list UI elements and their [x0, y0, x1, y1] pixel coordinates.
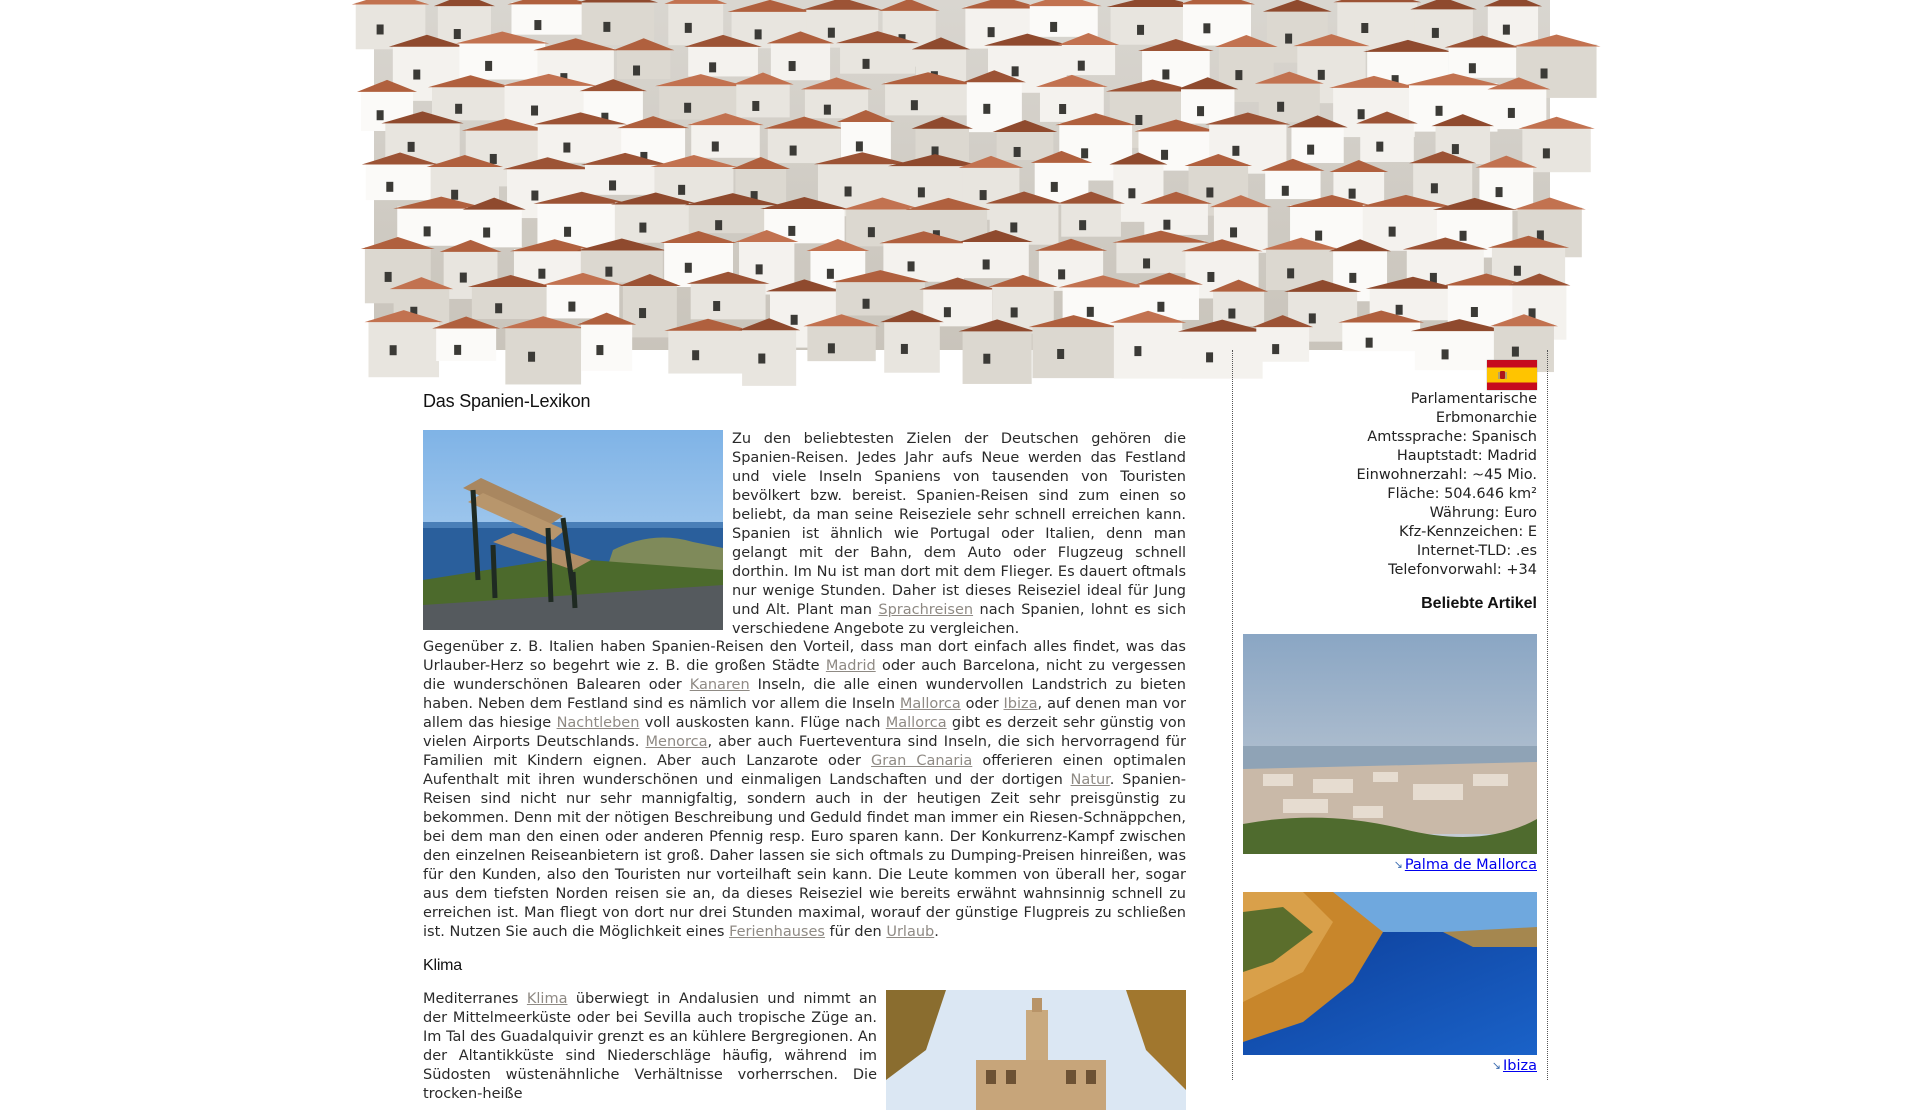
window: [983, 104, 990, 114]
window: [1058, 269, 1065, 279]
window: [790, 146, 797, 156]
window: [1050, 22, 1057, 32]
article-link-label[interactable]: Palma de Mallorca: [1404, 857, 1537, 873]
window: [451, 190, 458, 200]
main-content: [423, 350, 1187, 1102]
window: [980, 190, 987, 200]
house-wall: [582, 1, 654, 46]
house-wall: [1488, 4, 1538, 45]
fact-line: Hauptstadt: Madrid: [1396, 448, 1537, 464]
window: [408, 142, 415, 152]
window: [454, 29, 461, 39]
window: [377, 24, 384, 34]
window: [1508, 108, 1515, 118]
window: [918, 187, 925, 197]
roof-tile: [1410, 0, 1477, 9]
window: [1014, 147, 1021, 157]
header-photo-white-village: [374, 0, 1550, 350]
window: [563, 143, 570, 153]
window: [1285, 34, 1292, 44]
house-wall: [459, 42, 545, 80]
arrow-down-right-icon: ↘: [1491, 1059, 1501, 1072]
arrow-down-right-icon: ↘: [1393, 858, 1403, 871]
roof-tile: [728, 0, 813, 12]
roof-tile: [1179, 0, 1255, 4]
window: [1228, 309, 1235, 319]
window: [1318, 70, 1325, 80]
house-wall: [547, 283, 620, 318]
window: [1078, 61, 1085, 71]
page-title: Das Spanien-Lexikon: [423, 391, 591, 411]
window: [1436, 106, 1443, 116]
window: [1282, 186, 1289, 196]
window: [1161, 150, 1168, 160]
house-wall: [997, 130, 1054, 160]
window: [685, 263, 692, 273]
roof-tile: [1263, 0, 1332, 12]
window: [564, 227, 571, 237]
page: [374, 0, 1550, 1102]
window: [377, 110, 384, 120]
window: [490, 154, 497, 164]
window: [534, 20, 541, 30]
window: [531, 106, 538, 116]
inline-link[interactable]: Klima: [526, 991, 568, 1007]
window: [713, 301, 720, 311]
window: [828, 28, 835, 38]
window: [1358, 109, 1365, 119]
window: [756, 264, 763, 274]
window: [639, 223, 646, 233]
house-wall: [1291, 125, 1343, 163]
text-run: überwiegt in Andalusien und nimmt an der Mittelmeerküste oder bei Sevilla auch tropische Züge an. Im Tal des Guadalquivir grenzt es an kühlere Bergregionen. An der Altantikküste sind Niederschläge häufig, während im Südosten wüstenähnliche Verhältnisse vorherrschen. Die trocken-heiße: [423, 991, 877, 1102]
window: [1349, 189, 1356, 199]
roof-tile: [434, 0, 495, 6]
article-link-label[interactable]: Ibiza: [1502, 1058, 1537, 1074]
window: [1543, 148, 1550, 158]
window: [863, 59, 870, 69]
fact-line: Internet-TLD: .es: [1416, 543, 1537, 559]
fact-line: Währung: Euro: [1429, 505, 1537, 521]
roof-tile: [664, 319, 751, 331]
window: [1396, 305, 1403, 315]
window: [385, 272, 392, 282]
text-run: Zu den beliebtesten Zielen der Deutschen gehören die Spanien-Reisen. Jedes Jahr aufs Neue werden das Festland und viele Inseln Spaniens von tausenden von Touristen bevölkert bzw. bereist. Spanien-Reisen sind zum einen so beliebt, da man seine Reiseziele sehr schnell erreichen kann. Spanien ist ähnlich wie Portugal oder Italien, denn man gelangt mit der Bahn, dem Auto oder Flugzeug schnell dorthin. Im Nu ist man dort mit dem Flieger. Es dauert oftmals nur wenige Stunden. Daher ist dieses Reiseziel ideal für Jung und Alt. Plant man: [732, 431, 1186, 618]
spain-flag-icon: [1487, 360, 1537, 390]
window: [424, 226, 431, 236]
window: [1541, 68, 1548, 78]
window: [538, 269, 545, 279]
roof-tile: [764, 117, 845, 129]
house-wall: [1144, 202, 1208, 235]
window: [868, 227, 875, 237]
house-wall: [511, 2, 587, 34]
window: [1361, 23, 1368, 33]
text-run: offerieren einen optimalen Aufenthalt mit ihren wunderschönen und einmaligen Landschaften und der dortigen: [423, 753, 1187, 788]
inline-link[interactable]: Menorca: [645, 734, 708, 750]
roof-tile: [1484, 0, 1542, 6]
house-wall: [840, 41, 915, 74]
inline-link[interactable]: Urlaub: [886, 924, 935, 940]
country-facts: [1277, 390, 1537, 580]
sidebar: [1232, 350, 1548, 1080]
window: [1232, 146, 1239, 156]
window: [755, 29, 762, 39]
roof-tile: [664, 0, 727, 4]
window: [715, 220, 722, 230]
window: [1163, 220, 1170, 230]
house-wall: [689, 203, 777, 233]
window: [1203, 23, 1210, 33]
window: [1471, 307, 1478, 317]
roof-tile: [879, 0, 940, 11]
body-paragraph: [423, 638, 1186, 942]
window: [531, 191, 538, 201]
window: [1087, 307, 1094, 317]
text-run: Inseln, die alle einen wundervollen Landstrich zu bieten haben. Neben dem Festland sind es nämlich vor allem die Inseln: [423, 677, 1187, 712]
house-wall: [771, 41, 830, 80]
window: [386, 182, 393, 192]
window: [1162, 69, 1169, 79]
text-run: gibt es derzeit sehr günstig von vielen Airports Deutschlands.: [423, 715, 1186, 750]
window: [1157, 302, 1164, 312]
fact-line: Einwohnerzahl: ~45 Mio.: [1356, 467, 1537, 483]
window: [1059, 104, 1066, 114]
house-wall: [1449, 46, 1517, 78]
fact-line: Parlamentarische: [1410, 391, 1537, 407]
house-wall: [1360, 121, 1414, 162]
text-run: oder: [960, 696, 1004, 712]
window: [752, 101, 759, 111]
window: [1206, 352, 1213, 362]
window: [413, 70, 420, 80]
window: [605, 267, 612, 277]
window: [1514, 266, 1521, 276]
window: [1389, 227, 1396, 237]
house-wall: [885, 82, 971, 115]
window: [1366, 338, 1373, 348]
window: [1010, 222, 1017, 232]
inline-link[interactable]: Nachtleben: [556, 715, 640, 731]
window: [1012, 66, 1019, 76]
house-wall: [688, 45, 758, 77]
ibiza-photo[interactable]: [1243, 892, 1537, 1055]
klima-paragraph: [423, 990, 877, 1104]
text-run: , auf denen man vor allem das hiesige: [423, 696, 1187, 731]
window: [1081, 148, 1088, 158]
text-run: Mediterranes: [423, 991, 527, 1007]
house-wall: [538, 122, 624, 162]
inline-link[interactable]: Gran Canaria: [871, 753, 973, 769]
window: [863, 299, 870, 309]
window: [603, 22, 610, 32]
window: [1452, 144, 1459, 154]
house-wall: [1259, 82, 1320, 123]
house-wall: [1062, 43, 1115, 75]
window: [1309, 313, 1316, 323]
inline-link[interactable]: Mallorca: [899, 696, 961, 712]
window: [1376, 142, 1383, 152]
house-wall: [836, 280, 925, 315]
window: [609, 180, 616, 190]
window: [1197, 106, 1204, 116]
window: [568, 302, 575, 312]
window: [1349, 273, 1356, 283]
article-link-palma[interactable]: [1394, 855, 1537, 875]
window: [390, 345, 397, 355]
inline-link[interactable]: Ferienhauses: [729, 924, 825, 940]
house-wall: [963, 240, 1029, 278]
house-wall: [1522, 127, 1590, 172]
intro-paragraph: [732, 430, 1186, 639]
window: [1432, 28, 1439, 38]
window: [788, 226, 795, 236]
fact-line: Kfz-Kennzeichen: E: [1398, 524, 1537, 540]
house-wall: [768, 127, 841, 163]
window: [1496, 187, 1503, 197]
window: [1235, 70, 1242, 80]
fact-line: Fläche: 504.646 km²: [1387, 486, 1537, 502]
inline-link[interactable]: Ibiza: [1003, 696, 1038, 712]
window: [1277, 102, 1284, 112]
window: [983, 259, 990, 269]
window: [639, 308, 646, 318]
window: [1503, 25, 1510, 35]
window: [789, 61, 796, 71]
house-wall: [1342, 320, 1420, 351]
bench-by-sea-photo: [423, 430, 723, 630]
window: [685, 23, 692, 33]
house-wall: [1030, 4, 1098, 37]
window: [791, 315, 798, 325]
window: [678, 185, 685, 195]
window: [1206, 187, 1213, 197]
window: [1135, 115, 1142, 125]
house-wall: [736, 83, 789, 118]
text-run: voll auskosten kann. Flüge nach: [639, 715, 886, 731]
text-run: nach Spanien, lohnt es sich verschiedene Angebote zu vergleichen.: [732, 602, 1187, 637]
window: [1230, 227, 1237, 237]
roof-tile: [1333, 0, 1421, 2]
roof-tile: [911, 117, 973, 129]
window: [856, 141, 863, 151]
house-wall: [467, 208, 522, 248]
window: [1431, 183, 1438, 193]
window: [712, 141, 719, 151]
window: [709, 62, 716, 72]
house-wall: [659, 84, 742, 119]
inline-link[interactable]: Kanaren: [689, 677, 750, 693]
window: [1137, 25, 1144, 35]
window: [1051, 182, 1058, 192]
roof-tile: [1026, 0, 1102, 6]
house-wall: [617, 48, 670, 79]
window: [1128, 188, 1135, 198]
window: [1143, 258, 1150, 268]
fact-line: Amtssprache: Spanisch: [1367, 429, 1537, 445]
window: [483, 228, 490, 238]
section-title-klima: Klima: [423, 957, 463, 974]
inline-link[interactable]: Natur: [1070, 772, 1110, 788]
popular-articles-heading: Beliebte Artikel: [1421, 595, 1537, 612]
text-run: für den: [824, 924, 887, 940]
window: [1207, 272, 1214, 282]
inline-link[interactable]: Madrid: [825, 658, 876, 674]
house-wall: [1061, 202, 1121, 237]
roof-tile: [802, 0, 882, 10]
fact-line: Telefonvorwahl: +34: [1388, 562, 1537, 578]
window: [633, 65, 640, 75]
window: [824, 105, 831, 115]
window: [1460, 231, 1467, 241]
window: [1011, 307, 1018, 317]
text-run: Gegenüber z. B. Italien haben Spanien-Reisen den Vorteil, dass man dort einfach alles findet, was das Urlauber-Herz so begehrt wie z. B. die großen Städte: [423, 639, 1186, 674]
window: [845, 186, 852, 196]
text-run: .: [934, 924, 939, 940]
house-wall: [366, 163, 435, 201]
window: [944, 307, 951, 317]
fact-line: Erbmonarchie: [1435, 410, 1537, 426]
window: [495, 303, 502, 313]
window: [1315, 231, 1322, 241]
window: [1287, 268, 1294, 278]
palma-de-mallorca-photo[interactable]: [1243, 634, 1537, 854]
roof-tile: [352, 0, 430, 4]
window: [911, 100, 918, 110]
house-wall: [691, 123, 760, 158]
text-run: . Spanien-Reisen sind nicht nur sehr mannigfaltig, sondern auch in der heutigen Zeit sehr preisgünstig zu bekommen. Denn mit der nötigen Beschreibung und Geduld findet man immer ein Riesen-Schnäppchen, bei dem man den einen oder anderen Pfennig resp. Euro sparen kann. Der Konkurrenz-Kampf zwischen den einzelnen Reiseanbietern ist groß. Daher lassen sie sich oftmals zu Dumping-Preisen hinreißen, was für den Kunden, also den Touristen nur vorteilhaft sein kann. Die Leute kommen von überall her, sogar aus dem tiefsten Norden reisen sie an, da dieses Reiseziel wie bereits erwähnt wahnsinnig schnell zu erreichen ist. Man fliegt von dort nur drei Stunden maximal, worauf der günstige Flugpreis zu schließen ist. Nutzen Sie auch die Möglichkeit eines: [423, 772, 1186, 940]
roof-tile: [578, 0, 658, 3]
house-wall: [691, 282, 766, 320]
text-run: oder auch Barcelona, nicht zu vergessen die wunderschönen Balearen oder: [423, 658, 1186, 693]
text-run: , aber auch Fuerteventura sind Inseln, die sich hervorragend für Familien mit Kindern eignen. Aber auch Lanzarote oder: [423, 734, 1186, 769]
house-wall: [432, 85, 509, 120]
window: [455, 104, 462, 114]
window: [1307, 145, 1314, 155]
window: [908, 261, 915, 271]
inline-link[interactable]: Mallorca: [885, 715, 947, 731]
house-wall: [1265, 169, 1320, 199]
window: [684, 103, 691, 113]
window: [460, 273, 467, 283]
inline-link[interactable]: Sprachreisen: [878, 602, 974, 618]
city-architecture-photo: [886, 990, 1186, 1110]
window: [1469, 63, 1476, 73]
window: [1079, 220, 1086, 230]
window: [485, 61, 492, 71]
window: [988, 27, 995, 37]
house-wall: [585, 163, 665, 195]
house-wall: [472, 285, 550, 319]
window: [827, 269, 834, 279]
article-link-ibiza[interactable]: [1492, 1056, 1537, 1076]
house-wall: [1181, 87, 1234, 123]
